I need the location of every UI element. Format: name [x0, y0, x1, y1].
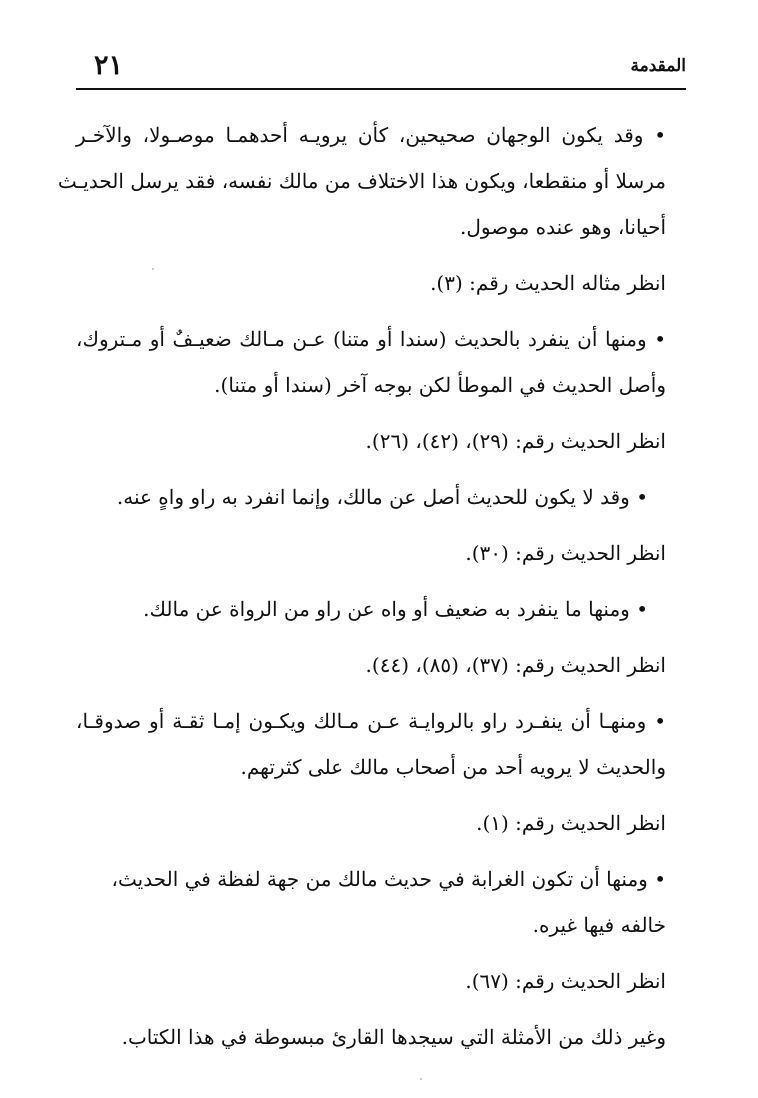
scan-speck: [152, 268, 154, 270]
paragraph-line: وأصل الحديث في الموطأ لكن بوجه آخر (سندا أو متنا).: [214, 373, 666, 397]
scan-speck: [420, 1078, 422, 1080]
paragraph-line: • ومنها أن تكون الغرابة في حديث مالك من جهة لفظة في الحديث،: [111, 867, 666, 891]
paragraph-line: خالفه فيها غيره.: [532, 913, 666, 937]
reference-line: انظر الحديث رقم: (٣٠).: [465, 541, 666, 565]
paragraph-line: • ومنها أن ينفرد بالحديث (سندا أو متنا) عـن مـالك ضعيـفٌ أو مـتروك،: [76, 327, 666, 351]
paragraph-line: مرسلا أو منقطعا، ويكون هذا الاختلاف من مالك نفسه، فقد يرسل الحديـث: [57, 169, 666, 193]
reference-line: انظر الحديث رقم: (٣٧)، (٨٥)، (٤٤).: [365, 653, 666, 677]
paragraph-line: والحديث لا يرويه أحد من أصحاب مالك على كثرتهم.: [240, 755, 666, 779]
reference-line: انظر الحديث رقم: (٦٧).: [465, 969, 666, 993]
closing-line: وغير ذلك من الأمثلة التي سيجدها القارئ مبسوطة في هذا الكتاب.: [121, 1025, 666, 1049]
page-number: ٢١: [94, 50, 124, 81]
reference-line: انظر مثاله الحديث رقم: (٣).: [430, 271, 666, 295]
paragraph-line: • ومنهـا أن ينفـرد راو بالروايـة عـن مـالك ويكـون إمـا ثقـة أو صدوقـا،: [76, 709, 666, 733]
chapter-title: المقدمة: [630, 56, 686, 76]
paragraph-line: • ومنها ما ينفرد به ضعيف أو واه عن راو من الرواة عن مالك.: [143, 597, 648, 621]
paragraph-line: أحيانا، وهو عنده موصول.: [460, 215, 666, 239]
paragraph-line: • وقد يكون الوجهان صحيحين، كأن يرويـه أحدهمـا موصـولا، والآخـر: [76, 123, 666, 147]
page-body: [57, 112, 666, 1060]
reference-line: انظر الحديث رقم: (١).: [476, 811, 666, 835]
header-rule: [76, 88, 686, 90]
reference-line: انظر الحديث رقم: (٢٩)، (٤٢)، (٢٦).: [365, 429, 666, 453]
paragraph-line: • وقد لا يكون للحديث أصل عن مالك، وإنما انفرد به راو واهٍ عنه.: [116, 485, 648, 509]
